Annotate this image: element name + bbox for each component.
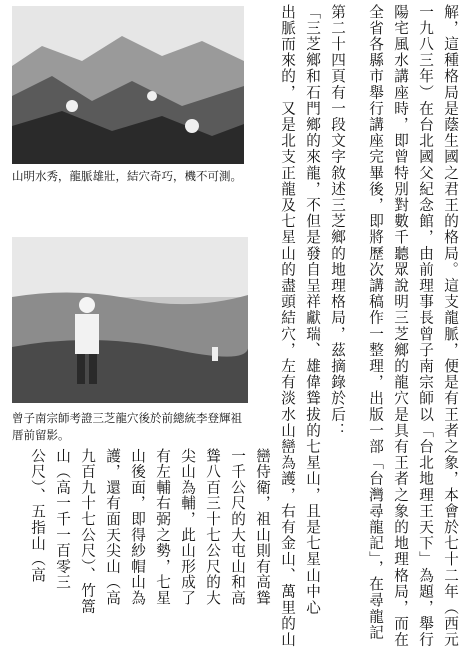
text-column: 解，這種格局是蔭生國之君王的格局。這支龍脈，便是有王者之象，本會於七十二年（西元 [442, 4, 459, 648]
text-column: 「三芝鄉和石門鄉的來龍，不但是發自呈祥獻瑞、雄偉聳拔的七星山，且是七星山中心 [304, 4, 321, 616]
text-column: 護，還有面天尖山（高 [104, 448, 121, 606]
text-column: 公尺）、五指山（高 [29, 448, 46, 583]
portrait-photo-caption: 曾子南宗師考證三芝龍穴後於前總統李登輝祖厝前留影。 [12, 411, 242, 442]
text-column: 有左輔右弼之勢，七星 [154, 448, 171, 606]
text-column: 全省各縣市舉行講座完畢後，即將歷次講稿作一整理，出版一部「台灣尋龍記」，在尋龍記 [367, 4, 384, 641]
text-column: 尖山為輔，此山形成了 [179, 448, 196, 606]
text-column: 山（高一千一百零三 [54, 448, 71, 591]
text-column: 巒侍衛，祖山則有高聳 [254, 448, 271, 606]
text-column: 九百九十七公尺）、竹篙 [79, 448, 96, 615]
text-column: 第二十四頁有一段文字敘述三芝鄉的地理格局，茲摘錄於后： [329, 4, 346, 439]
landscape-photo-caption: 山明水秀，龍脈雄壯，結穴奇巧，機不可測。 [12, 169, 242, 183]
landscape-photo-art [12, 6, 244, 164]
text-column: 一千公尺的大屯山和高 [229, 448, 246, 606]
text-column: 一九八三年）在台北國父紀念館，由前理事長曾子南宗師以「台北地理王天下」為題，舉行 [417, 4, 434, 648]
portrait-photo-art [12, 237, 248, 403]
text-column: 聳八百三十七公尺的大 [204, 448, 221, 606]
text-column: 出脈而來的，又是北支正龍及七星山的盡頭結穴，左有淡水山巒為護，右有金山、萬里的山 [279, 4, 296, 648]
landscape-photo [12, 6, 244, 164]
text-column: 山後面，即得紗帽山為 [129, 448, 146, 606]
portrait-photo [12, 237, 248, 403]
text-column: 陽宅風水講座時，即曾特別對數千聽眾說明三芝鄉的龍穴是具有王者之象的地理格局，而在 [392, 4, 409, 648]
